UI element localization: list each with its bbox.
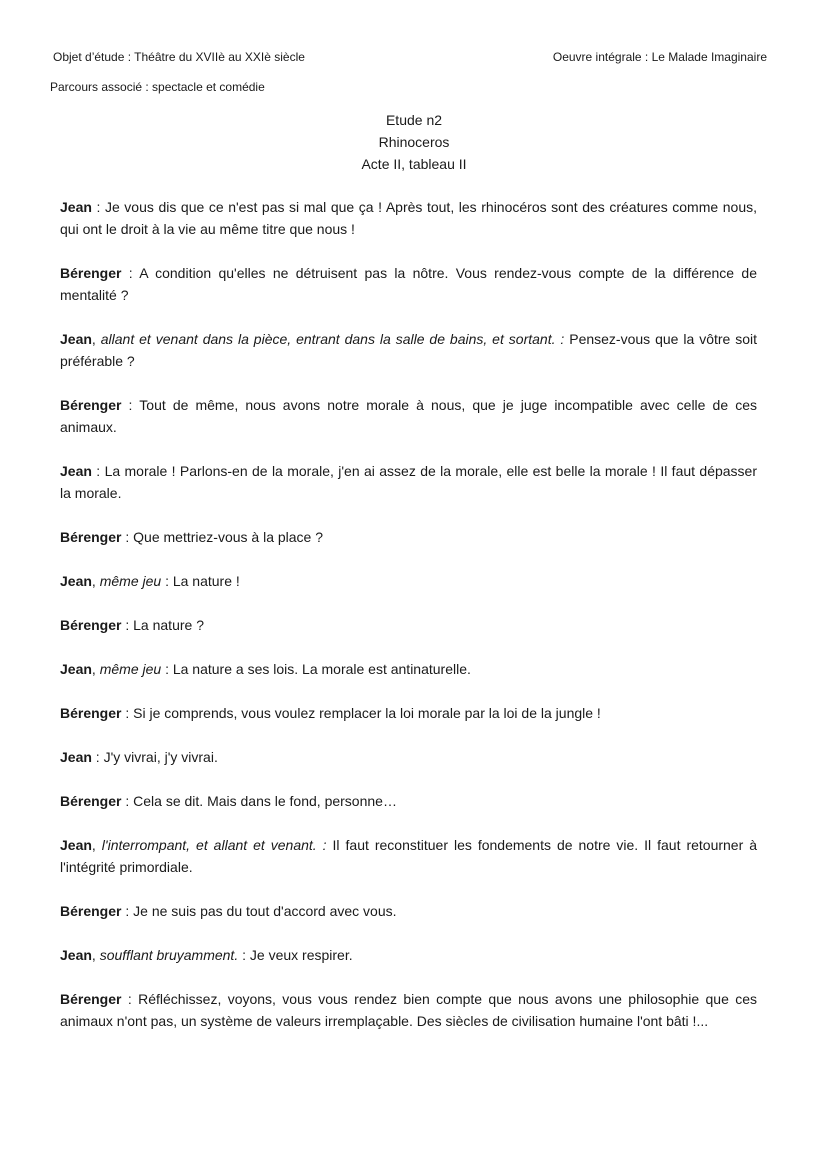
stage-direction: l'interrompant, et allant et venant. :	[101, 837, 327, 853]
replica	[60, 746, 757, 768]
header-oeuvre: Oeuvre intégrale : Le Malade Imaginaire	[552, 50, 767, 64]
separator: ,	[91, 947, 100, 963]
separator: :	[91, 199, 105, 215]
replica-text: Il faut reconstituer les fondements de notre vie. Il faut retourner à l'intégrité primordiale.	[60, 837, 758, 875]
replica	[60, 944, 757, 966]
replica-text: Cela se dit. Mais dans le fond, personne…	[133, 793, 397, 809]
speaker-name: Jean	[60, 331, 92, 347]
replica	[60, 460, 757, 504]
separator: :	[121, 793, 134, 809]
speaker-name: Jean	[60, 199, 92, 215]
replica-text: La nature ?	[133, 617, 204, 633]
replica-text: Réfléchissez, voyons, vous vous rendez bien compte que nous avons une philosophie que ces animaux n'ont pas, un système de valeurs irremplaçable. Des siècles de civilisation humaine l'ont bâti !...	[60, 991, 757, 1029]
stage-direction: soufflant bruyamment.	[99, 947, 239, 963]
speaker-name: Bérenger	[60, 397, 122, 413]
separator: :	[121, 617, 134, 633]
replica	[60, 614, 757, 636]
speaker-name: Bérenger	[60, 529, 122, 545]
replica	[60, 790, 757, 812]
replica-text: Pensez-vous que la vôtre soit préférable ?	[60, 331, 758, 369]
replica-text: La morale ! Parlons-en de la morale, j'en ai assez de la morale, elle est belle la morale ! Il faut dépasser la morale.	[60, 463, 758, 501]
separator: ,	[91, 573, 100, 589]
etude-number: Etude n2	[385, 112, 443, 128]
dialogue	[60, 196, 757, 1054]
replica	[60, 196, 757, 240]
replica-text: A condition qu'elles ne détruisent pas la nôtre. Vous rendez-vous compte de la différence de mentalité ?	[60, 265, 757, 303]
replica	[60, 834, 757, 878]
replica	[60, 988, 757, 1032]
replica	[60, 570, 757, 592]
header-objet: Objet d’étude : Théâtre du XVIIè au XXIè siècle	[53, 50, 305, 64]
separator: :	[121, 529, 134, 545]
speaker-name: Jean	[60, 573, 92, 589]
separator: :	[91, 463, 105, 479]
replica	[60, 658, 757, 680]
separator: :	[121, 705, 134, 721]
replica-text: Je vous dis que ce n'est pas si mal que ça ! Après tout, les rhinocéros sont des créatures comme nous, qui ont le droit à la vie au même titre que nous !	[60, 199, 757, 237]
replica	[60, 900, 757, 922]
replica	[60, 262, 757, 306]
replica-text: Que mettriez-vous à la place ?	[133, 529, 324, 545]
stage-direction: allant et venant dans la pièce, entrant dans la salle de bains, et sortant. :	[100, 331, 565, 347]
speaker-name: Bérenger	[60, 265, 122, 281]
replica-text: Tout de même, nous avons notre morale à nous, que je juge incompatible avec celle de ces animaux.	[60, 397, 757, 435]
stage-direction: même jeu	[99, 573, 162, 589]
stage-direction: même jeu	[99, 661, 162, 677]
separator: :	[121, 903, 134, 919]
separator: :	[121, 397, 140, 413]
replica	[60, 702, 757, 724]
separator: :	[121, 991, 139, 1007]
speaker-name: Bérenger	[60, 705, 122, 721]
speaker-name: Bérenger	[60, 991, 122, 1007]
separator: :	[91, 749, 104, 765]
play-title: Rhinoceros	[378, 134, 450, 150]
replica-text: Si je comprends, vous voulez remplacer la loi morale par la loi de la jungle !	[133, 705, 601, 721]
speaker-name: Jean	[60, 837, 92, 853]
replica-text: : Je veux respirer.	[242, 947, 353, 963]
speaker-name: Bérenger	[60, 617, 122, 633]
replica-text: : La nature a ses lois. La morale est antinaturelle.	[165, 661, 471, 677]
separator: :	[121, 265, 140, 281]
replica-text: J'y vivrai, j'y vivrai.	[103, 749, 218, 765]
replica	[60, 526, 757, 548]
replica	[60, 394, 757, 438]
replica-text: Je ne suis pas du tout d'accord avec vous.	[133, 903, 397, 919]
separator: ,	[91, 661, 100, 677]
separator: ,	[91, 837, 102, 853]
header-parcours: Parcours associé : spectacle et comédie	[50, 80, 265, 94]
speaker-name: Jean	[60, 661, 92, 677]
title-block	[0, 109, 828, 175]
speaker-name: Jean	[60, 947, 92, 963]
separator: ,	[91, 331, 101, 347]
replica	[60, 328, 757, 372]
speaker-name: Bérenger	[60, 903, 122, 919]
speaker-name: Bérenger	[60, 793, 122, 809]
speaker-name: Jean	[60, 463, 92, 479]
speaker-name: Jean	[60, 749, 92, 765]
act-scene: Acte II, tableau II	[361, 156, 467, 172]
replica-text: : La nature !	[165, 573, 240, 589]
